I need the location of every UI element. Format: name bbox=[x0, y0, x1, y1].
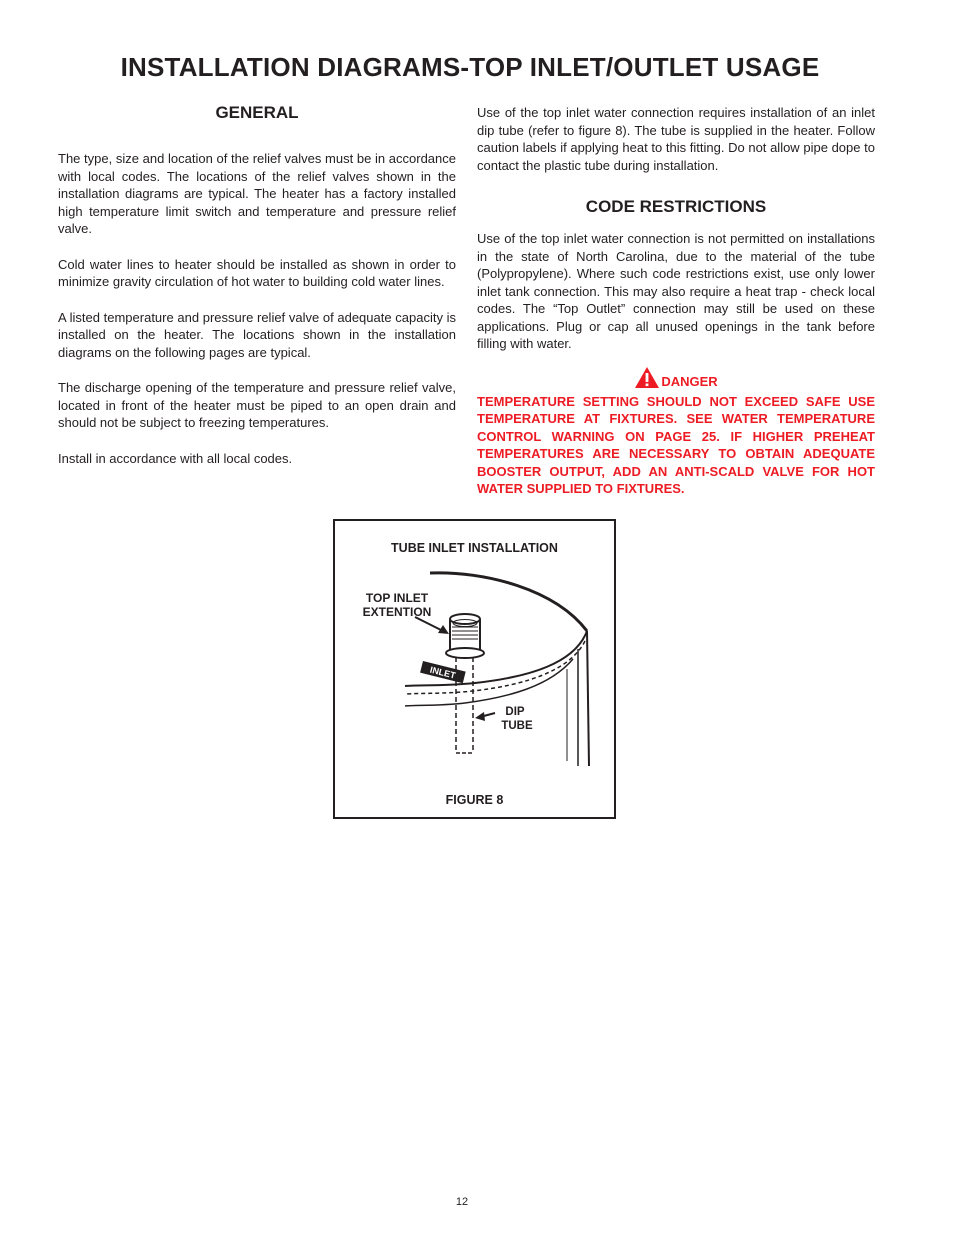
inlet-tag-label: INLET bbox=[428, 664, 457, 681]
danger-label bbox=[477, 366, 875, 393]
general-section bbox=[58, 100, 456, 485]
danger-label-text: DANGER bbox=[661, 373, 718, 389]
right-column bbox=[477, 100, 875, 498]
code-restrictions-heading: CODE RESTRICTIONS bbox=[585, 197, 767, 216]
dip-tube-label-line1: DIP bbox=[505, 706, 525, 718]
figure-caption: FIGURE 8 bbox=[445, 793, 504, 807]
tube-inlet-illustration bbox=[335, 521, 614, 817]
general-heading: GENERAL bbox=[215, 103, 299, 122]
tank-wall-right bbox=[587, 631, 589, 766]
figure-8-box bbox=[333, 519, 616, 819]
top-inlet-label-line1: TOP INLET bbox=[365, 591, 429, 605]
figure-title: TUBE INLET INSTALLATION bbox=[391, 541, 558, 555]
inlet-fitting-ring bbox=[446, 648, 484, 658]
page-title: INSTALLATION DIAGRAMS-TOP INLET/OUTLET USAGE bbox=[120, 52, 820, 82]
general-paragraph-5: Install in accordance with all local codes. bbox=[58, 450, 293, 466]
inlet-tag bbox=[420, 661, 466, 683]
code-restrictions-paragraph: Use of the top inlet water connection is not permitted on installations in the state of North Carolina, due to the material of the tube (Polypropylene). Where such code restrictions exist, use only lower inlet tank connection. This may also require a heat trap - check local codes. The “Top Outlet” connection may still be used on these applications. Plug or cap all unused openings in the tank before filling with water. bbox=[477, 231, 875, 351]
top-inlet-paragraph: Use of the top inlet water connection requires installation of an inlet dip tube (refer to figure 8). The tube is supplied in the heater. Follow caution labels if applying heat to this fitting. Do not allow pipe dope to contact the plastic tube during installation. bbox=[477, 105, 875, 173]
dip-tube-label-line2: TUBE bbox=[501, 720, 533, 732]
tank-rim bbox=[405, 631, 587, 686]
top-inlet-label-line2: EXTENTION bbox=[362, 605, 432, 619]
general-paragraph-1: The type, size and location of the relief valves must be in accordance with local codes. The locations of the relief valves shown in the installation diagrams are typical. The heater has a factory installed high temperature limit switch and temperature and pressure relief valve. bbox=[58, 151, 456, 236]
top-inlet-arrow bbox=[415, 617, 443, 631]
warning-triangle-icon bbox=[634, 366, 660, 389]
danger-warning-text: TEMPERATURE SETTING SHOULD NOT EXCEED SAFE USE TEMPERATURE AT FIXTURES. SEE WATER TEMPERATURE CONTROL WARNING ON PAGE 25. IF HIGHER PREHEAT TEMPERATURES ARE NECESSARY TO OBTAIN ADEQUATE BOOSTER OUTPUT, ADD AN ANTI-SCALD VALVE FOR HOT WATER SUPPLIED TO FIXTURES. bbox=[477, 393, 875, 496]
general-paragraph-2: Cold water lines to heater should be installed as shown in order to minimize gravity circulation of hot water to building cold water lines. bbox=[58, 256, 456, 289]
general-paragraph-3: A listed temperature and pressure relief valve of adequate capacity is installed on the heater. The locations shown in the installation diagrams on the following pages are typical. bbox=[58, 309, 456, 360]
page-number: 12 bbox=[455, 1196, 469, 1208]
general-paragraph-4: The discharge opening of the temperature and pressure relief valve, located in front of the heater must be piped to an open drain and should not be subject to freezing temperatures. bbox=[58, 380, 456, 430]
